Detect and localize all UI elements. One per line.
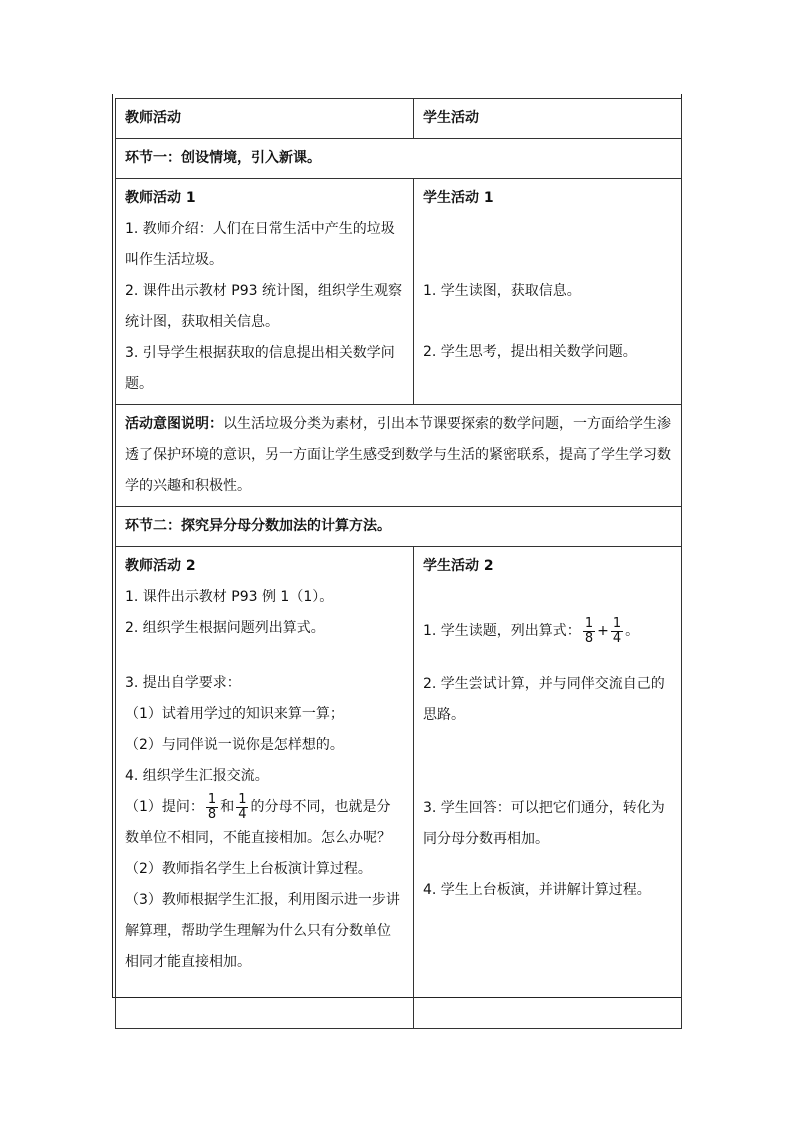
section1-teacher-item: 3. 引导学生根据获取的信息提出相关数学问题。 xyxy=(125,345,395,392)
section2-teacher-subitem: （3）教师根据学生汇报，利用图示进一步讲解算理，帮助学生理解为什么只有分数单位相同才能直接相加。 xyxy=(125,892,400,970)
section2-teacher-item: 2. 组织学生根据问题列出算式。 xyxy=(125,620,325,636)
section1-teacher-title: 教师活动 1 xyxy=(125,190,196,206)
section2-teacher-question: （1）提问： $\frac{1}{8}$ 和 $\frac{1}{4}$ 的分母不同，也就是分数单位不相同，不能直接相加。怎么办呢？ xyxy=(125,791,391,846)
section2-student-item: 2. 学生尝试计算，并与同伴交流自己的思路。 xyxy=(423,676,665,723)
section2-teacher-subitem: （2）教师指名学生上台板演计算过程。 xyxy=(125,861,372,877)
section1-teacher-item: 1. 教师介绍：人们在日常生活中产生的垃圾叫作生活垃圾。 xyxy=(125,221,395,268)
section2-teacher-item: 4. 组织学生汇报交流。 xyxy=(125,768,269,784)
section2-student-title: 学生活动 2 xyxy=(423,558,494,574)
lesson-plan-table xyxy=(115,98,682,1029)
intent-row xyxy=(116,405,682,507)
intent-text: 以生活垃圾分类为素材，引出本节课要探索的数学问题，一方面给学生渗透了保护环境的意识，另一方面让学生感受到数学与生活的紧密联系，提高了学生学习数学的兴趣和积极性。 xyxy=(125,416,671,494)
lesson-plan-sheet xyxy=(112,94,682,998)
section2-teacher-subitem: （2）与同伴说一说你是怎样想的。 xyxy=(125,737,344,753)
fraction-one-quarter: $\frac{1}{4}$ xyxy=(612,615,622,646)
header-student: 学生活动 xyxy=(414,99,682,139)
section2-title-row xyxy=(116,507,682,547)
section2-student-item: 3. 学生回答：可以把它们通分，转化为同分母分数再相加。 xyxy=(423,800,665,847)
section2-teacher-item: 1. 课件出示教材 P93 例 1（1）。 xyxy=(125,589,334,605)
section1-student-title: 学生活动 1 xyxy=(423,190,494,206)
section1-student-item: 2. 学生思考，提出相关数学问题。 xyxy=(423,344,637,360)
section2-teacher-subitem: （1）试着用学过的知识来算一算； xyxy=(125,706,344,722)
section1-student-item: 1. 学生读图，获取信息。 xyxy=(423,283,581,299)
fraction-one-eighth: $\frac{1}{8}$ xyxy=(207,791,217,822)
section1-teacher-cell xyxy=(116,179,414,405)
section2-teacher-item: 3. 提出自学要求： xyxy=(125,675,241,691)
section1-teacher-item: 2. 课件出示教材 P93 统计图，组织学生观察统计图，获取相关信息。 xyxy=(125,283,402,330)
intent-label: 活动意图说明： xyxy=(125,416,223,432)
header-teacher: 教师活动 xyxy=(116,99,414,139)
section2-row xyxy=(116,547,682,1029)
fraction-one-eighth: $\frac{1}{8}$ xyxy=(584,615,594,646)
header-row xyxy=(116,99,682,139)
section2-student-equation: 1. 学生读题，列出算式： $\frac{1}{8}$ + $\frac{1}{4}$ 。 xyxy=(423,615,640,646)
section2-teacher-title: 教师活动 2 xyxy=(125,558,196,574)
section2-title: 环节二：探究异分母分数加法的计算方法。 xyxy=(116,507,682,547)
section2-student-item: 4. 学生上台板演，并讲解计算过程。 xyxy=(423,882,651,898)
section1-student-cell xyxy=(414,179,682,405)
section1-row xyxy=(116,179,682,405)
intent-cell xyxy=(116,405,682,507)
section2-teacher-cell xyxy=(116,547,414,1029)
section1-title: 环节一：创设情境，引入新课。 xyxy=(116,139,682,179)
section2-student-cell xyxy=(414,547,682,1029)
section1-title-row xyxy=(116,139,682,179)
fraction-one-quarter: $\frac{1}{4}$ xyxy=(238,791,247,822)
